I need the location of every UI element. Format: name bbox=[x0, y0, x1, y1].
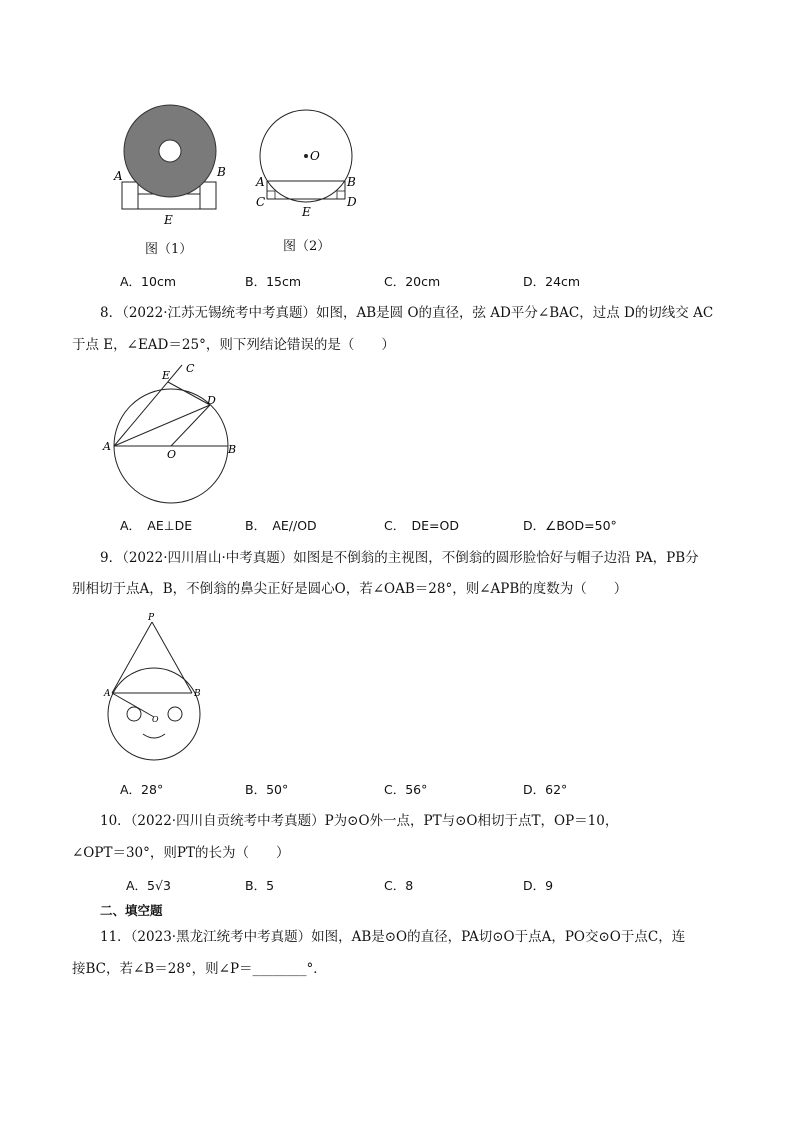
label-b: B bbox=[194, 689, 201, 699]
q7-option-b: B．15cm bbox=[245, 274, 302, 289]
label-a: A bbox=[114, 169, 123, 183]
q10-stem-line1: 10．（2022·四川自贡统考中考真题）P为⊙O外一点，PT与⊙O相切于点T，OP＝10， bbox=[100, 813, 619, 829]
label-c: C bbox=[256, 195, 266, 209]
label-d: D bbox=[347, 195, 357, 209]
q7-fig1-caption: 图（1） bbox=[145, 242, 193, 257]
label-e: E bbox=[302, 205, 311, 219]
left-eye bbox=[127, 707, 141, 721]
hat-side-pb bbox=[152, 622, 192, 693]
right-angle-right bbox=[337, 191, 345, 199]
stand-right-block bbox=[200, 182, 216, 209]
q8-stem-line2: 于点 E，∠EAD＝25°，则下列结论错误的是（ ） bbox=[72, 337, 395, 353]
chord-ad bbox=[114, 405, 210, 446]
label-c: C bbox=[186, 362, 195, 375]
q7-figure-2 bbox=[250, 105, 365, 225]
radius-od bbox=[171, 405, 210, 446]
segment-ao bbox=[112, 693, 154, 717]
q9-figure bbox=[100, 610, 210, 765]
label-d: D bbox=[207, 394, 216, 407]
q9-stem-line2: 别相切于点A，B，不倒翁的鼻尖正好是圆心O，若∠OAB＝28°，则∠APB的度数为（ ） bbox=[72, 581, 628, 597]
q11-stem-line2: 接BC，若∠B＝28°，则∠P＝________°． bbox=[72, 961, 327, 977]
label-b: B bbox=[228, 443, 237, 456]
tangent-ed bbox=[168, 382, 210, 405]
q9-option-c: C．56° bbox=[384, 782, 428, 797]
label-a: A bbox=[104, 689, 111, 699]
label-e: E bbox=[162, 369, 171, 382]
q9-option-a: A．28° bbox=[120, 782, 164, 797]
q7-option-a: A．10cm bbox=[120, 274, 177, 289]
label-b: B bbox=[347, 175, 356, 189]
label-e: E bbox=[164, 213, 173, 227]
q10-option-b: B．5 bbox=[245, 878, 275, 893]
face-circle bbox=[108, 668, 200, 760]
q9-option-d: D．62° bbox=[523, 782, 568, 797]
q7-option-c: C．20cm bbox=[384, 274, 441, 289]
q10-option-c: C．8 bbox=[384, 878, 414, 893]
q8-stem-line1: 8．（2022·江苏无锡统考中考真题）如图，AB是圆 O的直径，弦 AD平分∠BAC，过点 D的切线交 AC bbox=[100, 305, 714, 321]
center-dot bbox=[304, 154, 308, 158]
q9-stem-line1: 9．（2022·四川眉山·中考真题）如图是不倒翁的主视图，不倒翁的圆形脸恰好与帽子边沿 PA，PB分 bbox=[100, 550, 699, 566]
q8-option-d: D．∠BOD=50° bbox=[523, 518, 617, 533]
q7-fig2-caption: 图（2） bbox=[283, 239, 331, 254]
mouth bbox=[143, 734, 165, 738]
q10-option-a: A．5√3 bbox=[126, 878, 171, 893]
right-eye bbox=[168, 707, 182, 721]
q9-option-b: B．50° bbox=[245, 782, 289, 797]
label-o: O bbox=[310, 149, 320, 163]
q7-option-d: D．24cm bbox=[523, 274, 581, 289]
q10-stem-line2: ∠OPT＝30°，则PT的长为（ ） bbox=[72, 845, 290, 861]
label-a: A bbox=[256, 175, 265, 189]
q11-stem-line1: 11．（2023·黑龙江统考中考真题）如图，AB是⊙O的直径，PA切⊙O于点A，PO交⊙O于点C，连 bbox=[100, 929, 686, 945]
label-b: B bbox=[217, 165, 226, 179]
q8-figure bbox=[100, 360, 250, 505]
disc-hole bbox=[159, 140, 181, 162]
stand-left-block bbox=[122, 182, 138, 209]
ray-ac bbox=[114, 365, 182, 446]
q10-option-d: D．9 bbox=[523, 878, 554, 893]
q7-figure-1 bbox=[110, 100, 235, 230]
label-a: A bbox=[103, 440, 111, 453]
section-title: 二、填空题 bbox=[100, 903, 163, 918]
q8-option-c: C． DE=OD bbox=[384, 518, 459, 533]
label-o: O bbox=[152, 715, 159, 724]
q8-option-b: B． AE//OD bbox=[245, 518, 317, 533]
right-angle-left bbox=[267, 191, 275, 199]
label-o: O bbox=[167, 448, 177, 461]
label-p: P bbox=[148, 613, 155, 623]
hat-side-pa bbox=[112, 622, 152, 693]
q8-option-a: A． AE⊥DE bbox=[120, 518, 193, 533]
